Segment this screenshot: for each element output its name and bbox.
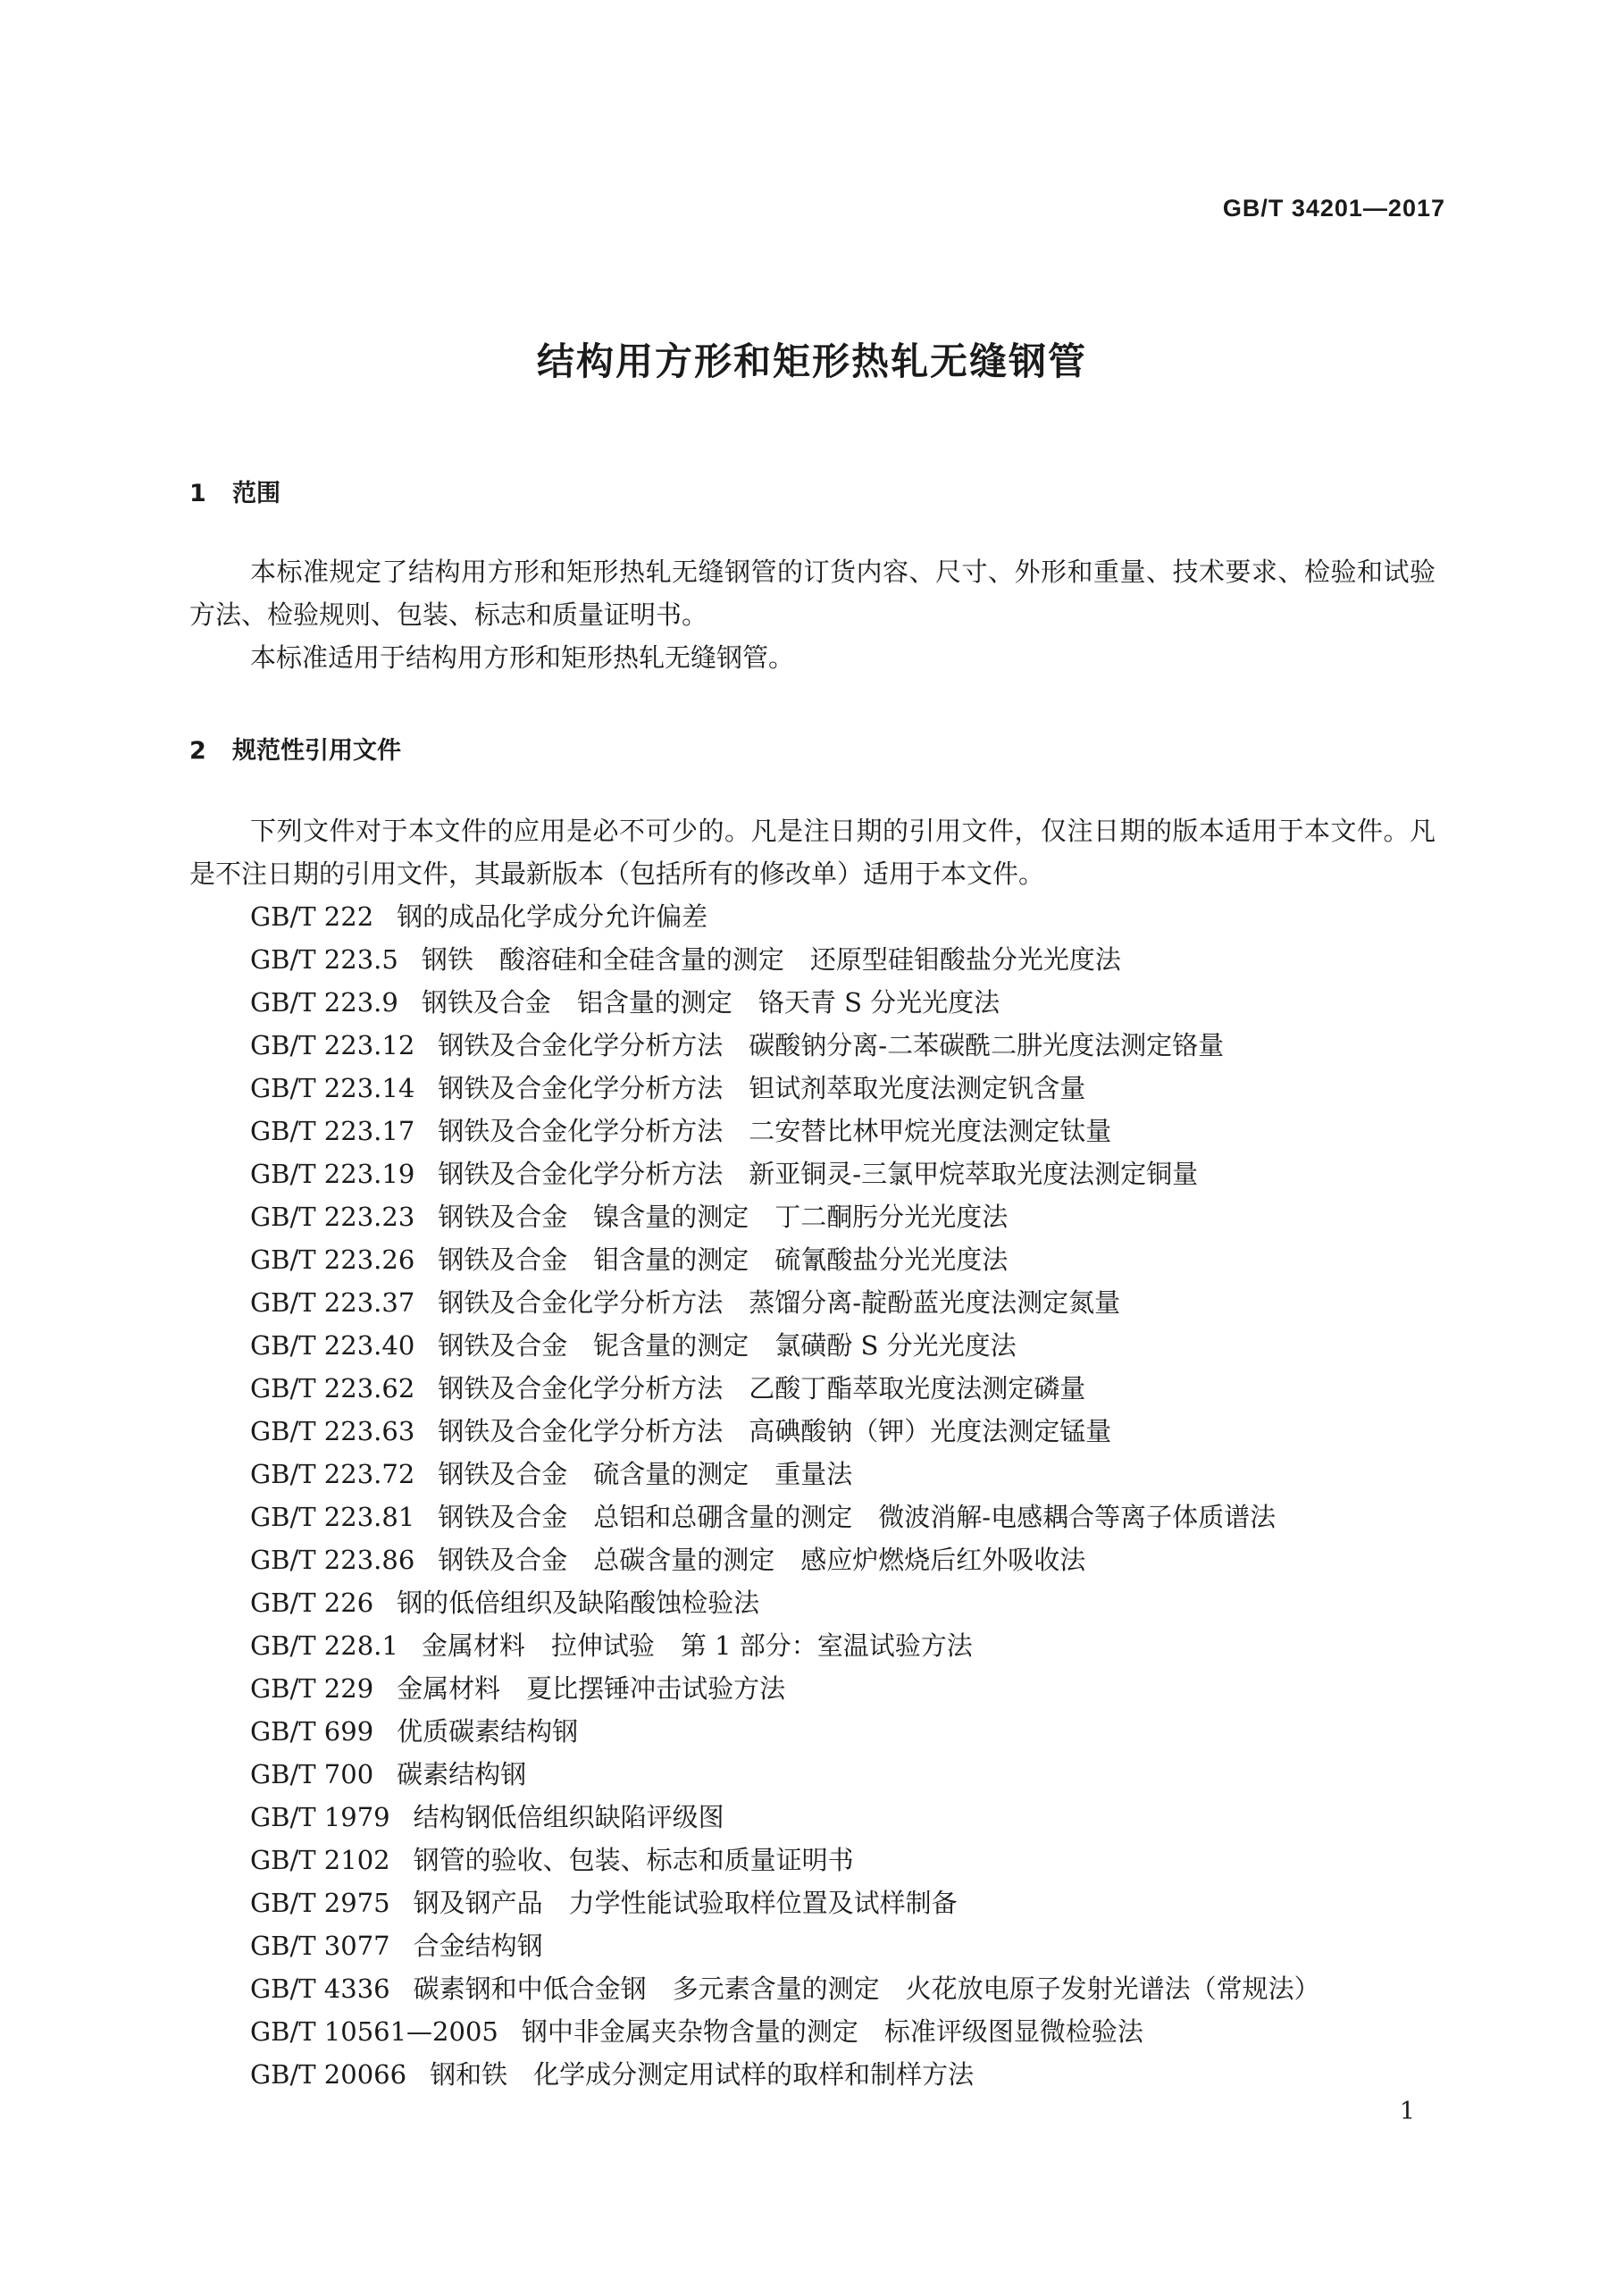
- reference-item: [250, 1024, 1320, 1067]
- reference-code: GB/T 223.86: [250, 1545, 415, 1575]
- reference-title: 钢铁及合金化学分析方法 碳酸钠分离-二苯碳酰二肼光度法测定铬量: [438, 1030, 1225, 1060]
- reference-item: [250, 1110, 1320, 1152]
- reference-title: 钢铁及合金化学分析方法 乙酸丁酯萃取光度法测定磷量: [438, 1373, 1086, 1404]
- reference-item: [250, 1281, 1320, 1324]
- reference-title: 金属材料 夏比摆锤冲击试验方法: [397, 1673, 786, 1704]
- reference-item: [250, 1324, 1320, 1367]
- reference-code: GB/T 229: [250, 1673, 374, 1704]
- reference-code: GB/T 223.63: [250, 1416, 415, 1446]
- reference-title: 结构钢低倍组织缺陷评级图: [413, 1802, 724, 1832]
- reference-code: GB/T 1979: [250, 1802, 390, 1832]
- reference-title: 钢铁及合金化学分析方法 新亚铜灵-三氯甲烷萃取光度法测定铜量: [438, 1159, 1199, 1189]
- reference-title: 金属材料 拉伸试验 第 1 部分：室温试验方法: [421, 1630, 973, 1661]
- reference-code: GB/T 2102: [250, 1845, 390, 1875]
- section-2-paragraph-1: 下列文件对于本文件的应用是必不可少的。凡是注日期的引用文件，仅注日期的版本适用于本文件。凡是不注日期的引用文件，其最新版本（包括所有的修改单）适用于本文件。: [189, 816, 1436, 889]
- reference-item: [250, 938, 1320, 981]
- normative-references-list: [250, 895, 1320, 2096]
- reference-code: GB/T 223.5: [250, 944, 398, 975]
- reference-code: GB/T 223.23: [250, 1202, 415, 1232]
- reference-title: 钢的低倍组织及缺陷酸蚀检验法: [397, 1588, 760, 1618]
- reference-title: 钢管的验收、包装、标志和质量证明书: [413, 1845, 854, 1875]
- reference-title: 碳素钢和中低合金钢 多元素含量的测定 火花放电原子发射光谱法（常规法）: [413, 1973, 1320, 2004]
- reference-title: 钢铁及合金化学分析方法 蒸馏分离-靛酚蓝光度法测定氮量: [438, 1287, 1121, 1318]
- reference-item: [250, 1496, 1320, 1538]
- reference-item: [250, 2053, 1320, 2096]
- reference-title: 钢铁及合金化学分析方法 二安替比林甲烷光度法测定钛量: [438, 1116, 1112, 1146]
- reference-item: [250, 1753, 1320, 1796]
- standard-number: GB/T 34201—2017: [1222, 195, 1445, 222]
- reference-code: GB/T 10561—2005: [250, 2016, 498, 2047]
- reference-code: GB/T 223.37: [250, 1287, 415, 1318]
- section-1-number: 1: [189, 480, 206, 507]
- reference-title: 钢铁及合金 铝含量的测定 铬天青 S 分光光度法: [421, 987, 1000, 1018]
- reference-code: GB/T 223.9: [250, 987, 398, 1018]
- reference-code: GB/T 700: [250, 1759, 374, 1789]
- reference-code: GB/T 223.81: [250, 1502, 415, 1532]
- section-1-paragraph-2: 本标准适用于结构用方形和矩形热轧无缝钢管。: [250, 642, 795, 673]
- reference-title: 钢铁及合金 硫含量的测定 重量法: [438, 1459, 853, 1489]
- reference-item: [250, 1152, 1320, 1195]
- reference-title: 钢铁及合金 总碳含量的测定 感应炉燃烧后红外吸收法: [438, 1545, 1086, 1575]
- reference-code: GB/T 2975: [250, 1888, 390, 1918]
- reference-item: [250, 1581, 1320, 1624]
- reference-title: 钢铁及合金 铌含量的测定 氯磺酚 S 分光光度法: [438, 1330, 1017, 1361]
- reference-item: [250, 1410, 1320, 1453]
- reference-item: [250, 895, 1320, 938]
- section-2-heading: [189, 731, 401, 766]
- reference-title: 钢铁及合金 钼含量的测定 硫氰酸盐分光光度法: [438, 1244, 1009, 1275]
- reference-item: [250, 1238, 1320, 1281]
- reference-item: [250, 1453, 1320, 1496]
- reference-item: [250, 1624, 1320, 1667]
- section-1-title: 范围: [232, 480, 280, 507]
- reference-code: GB/T 223.17: [250, 1116, 415, 1146]
- reference-title: 钢的成品化学成分允许偏差: [397, 901, 708, 932]
- reference-item: [250, 1067, 1320, 1110]
- section-1-heading: [189, 473, 280, 508]
- reference-item: [250, 1796, 1320, 1839]
- page-number: 1: [1399, 2098, 1415, 2125]
- reference-code: GB/T 222: [250, 901, 374, 932]
- reference-code: GB/T 223.19: [250, 1159, 415, 1189]
- reference-item: [250, 1367, 1320, 1410]
- reference-item: [250, 1924, 1320, 1967]
- reference-code: GB/T 20066: [250, 2059, 407, 2090]
- section-2-number: 2: [189, 737, 206, 765]
- reference-code: GB/T 223.72: [250, 1459, 415, 1489]
- reference-title: 钢及钢产品 力学性能试验取样位置及试样制备: [413, 1888, 958, 1918]
- reference-title: 钢铁及合金化学分析方法 钽试剂萃取光度法测定钒含量: [438, 1073, 1086, 1103]
- reference-title: 钢铁及合金化学分析方法 高碘酸钠（钾）光度法测定锰量: [438, 1416, 1112, 1446]
- reference-code: GB/T 223.14: [250, 1073, 415, 1103]
- reference-code: GB/T 226: [250, 1588, 374, 1618]
- reference-item: [250, 981, 1320, 1024]
- reference-title: 合金结构钢: [413, 1931, 543, 1961]
- reference-code: GB/T 223.62: [250, 1373, 415, 1404]
- reference-title: 钢中非金属夹杂物含量的测定 标准评级图显微检验法: [521, 2016, 1143, 2047]
- reference-item: [250, 1195, 1320, 1238]
- section-2-title: 规范性引用文件: [232, 737, 401, 765]
- reference-code: GB/T 223.40: [250, 1330, 415, 1361]
- reference-code: GB/T 3077: [250, 1931, 390, 1961]
- reference-code: GB/T 223.26: [250, 1244, 415, 1275]
- reference-title: 碳素结构钢: [397, 1759, 527, 1789]
- reference-title: 优质碳素结构钢: [397, 1716, 579, 1747]
- reference-item: [250, 1839, 1320, 1881]
- reference-title: 钢铁及合金 镍含量的测定 丁二酮肟分光光度法: [438, 1202, 1009, 1232]
- reference-title: 钢和铁 化学成分测定用试样的取样和制样方法: [430, 2059, 975, 2090]
- reference-code: GB/T 223.12: [250, 1030, 415, 1060]
- reference-code: GB/T 4336: [250, 1973, 390, 2004]
- reference-item: [250, 1967, 1320, 2010]
- reference-item: [250, 2010, 1320, 2053]
- reference-code: GB/T 228.1: [250, 1630, 398, 1661]
- reference-item: [250, 1881, 1320, 1924]
- reference-title: 钢铁 酸溶硅和全硅含量的测定 还原型硅钼酸盐分光光度法: [421, 944, 1121, 975]
- reference-item: [250, 1710, 1320, 1753]
- reference-item: [250, 1667, 1320, 1710]
- reference-item: [250, 1538, 1320, 1581]
- reference-title: 钢铁及合金 总铝和总硼含量的测定 微波消解-电感耦合等离子体质谱法: [438, 1502, 1277, 1532]
- document-title: 结构用方形和矩形热轧无缝钢管: [536, 339, 1087, 383]
- section-1-paragraph-1: 本标准规定了结构用方形和矩形热轧无缝钢管的订货内容、尺寸、外形和重量、技术要求、检验和试验方法、检验规则、包装、标志和质量证明书。: [189, 557, 1436, 630]
- reference-code: GB/T 699: [250, 1716, 374, 1747]
